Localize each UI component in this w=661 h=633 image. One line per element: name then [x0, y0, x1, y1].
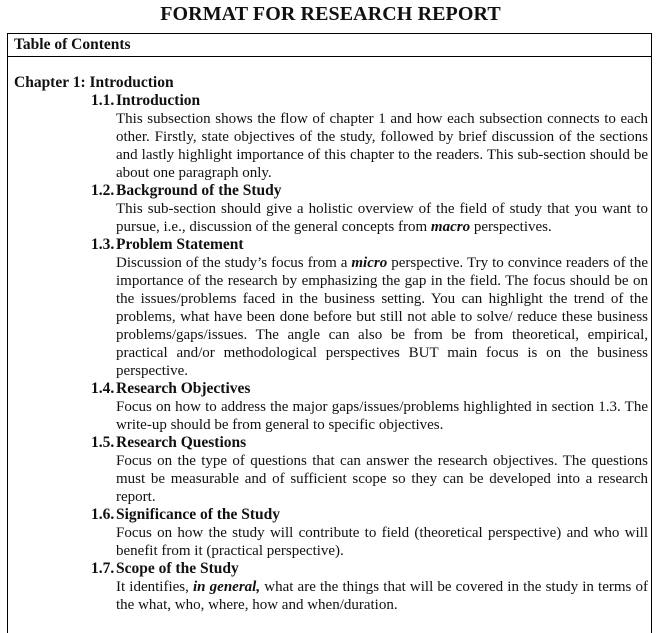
- section-body: Focus on how the study will contribute to field (theoretical perspective) and who will benefit from it (practical perspective).: [116, 525, 648, 559]
- section-1-3: [91, 236, 651, 380]
- section-body: [116, 254, 648, 380]
- body-text: This sub-section should give a holistic overview of the field of study that you want to pursue, i.e., discussion of the general concepts from: [116, 201, 648, 235]
- emphasis-text: micro: [351, 255, 388, 271]
- section-title: Research Objectives: [116, 380, 251, 397]
- section-heading: [91, 380, 651, 398]
- chapter-heading: Chapter 1: Introduction: [14, 74, 174, 91]
- body-text: Discussion of the study’s focus from a: [116, 255, 352, 271]
- section-number: 1.1.: [91, 92, 115, 109]
- section-heading: [91, 434, 651, 452]
- section-1-7: [91, 560, 651, 614]
- section-list: [91, 92, 651, 614]
- section-body: [116, 578, 648, 614]
- section-body: [116, 200, 648, 236]
- section-number: 1.4.: [91, 380, 115, 397]
- section-heading: [91, 182, 651, 200]
- section-heading: [91, 560, 651, 578]
- section-body: This subsection shows the flow of chapter 1 and how each subsection connects to each other. Firstly, state objectives of the study, followed by brief discussion of the sections and lastly highlight importance of this chapter to the readers. This sub-section should be about one paragraph only.: [116, 111, 648, 181]
- section-1-1: [91, 92, 651, 182]
- section-body: Focus on the type of questions that can answer the research objectives. The questions must be measurable and of sufficient scope so they can be developed into a research report.: [116, 453, 648, 505]
- section-title: Research Questions: [116, 434, 247, 451]
- section-number: 1.3.: [91, 236, 115, 253]
- toc-heading: Table of Contents: [8, 34, 651, 57]
- emphasis-text: macro: [430, 219, 471, 235]
- body-text: what are the things that will be covered in the study in terms of the what, who, where, how and when/duration.: [116, 579, 648, 613]
- section-heading: [91, 236, 651, 254]
- body-text: perspective. Try to convince readers of the importance of the research by emphasizing the gap in the field. The focus should be on the issues/problems faced in the business setting. You can highlight the trend of the problems, what have been done before but still not able to solve/ reduce these business problems/gaps/issues. The angle can also be from be from theoretical, empirical, practical and/or methodological perspectives BUT main focus is on the business perspective.: [116, 255, 648, 379]
- section-1-5: [91, 434, 651, 506]
- section-number: 1.7.: [91, 560, 115, 577]
- section-title: Background of the Study: [116, 182, 282, 199]
- section-title: Introduction: [116, 92, 201, 109]
- document-title: FORMAT FOR RESEARCH REPORT: [160, 3, 501, 25]
- section-body: Focus on how to address the major gaps/issues/problems highlighted in section 1.3. The write-up should be from general to specific objectives.: [116, 399, 648, 433]
- section-title: Significance of the Study: [116, 506, 281, 523]
- section-number: 1.6.: [91, 506, 115, 523]
- section-heading: [91, 92, 651, 110]
- section-number: 1.2.: [91, 182, 115, 199]
- toc-frame: [7, 33, 652, 633]
- emphasis-text: in general,: [193, 579, 261, 595]
- section-number: 1.5.: [91, 434, 115, 451]
- section-1-4: [91, 380, 651, 434]
- section-title: Scope of the Study: [116, 560, 239, 577]
- body-text: perspectives.: [470, 219, 552, 235]
- section-heading: [91, 506, 651, 524]
- section-title: Problem Statement: [116, 236, 244, 253]
- body-text: It identifies,: [116, 579, 194, 595]
- section-1-6: [91, 506, 651, 560]
- section-1-2: [91, 182, 651, 236]
